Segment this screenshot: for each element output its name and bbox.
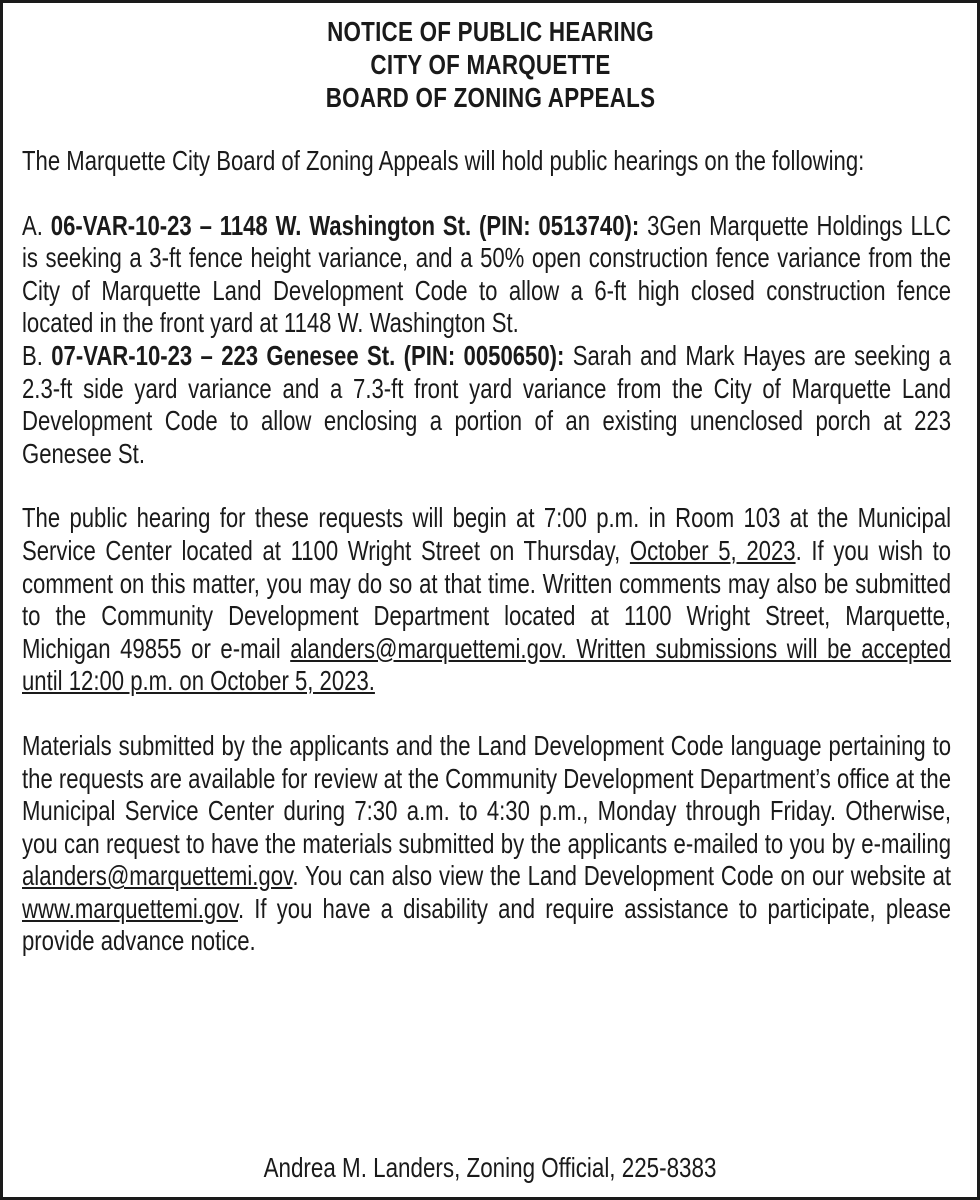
website-link[interactable]: www.marquettemi.gov <box>22 892 238 924</box>
agenda-item-a <box>22 210 951 340</box>
email-link[interactable]: alanders@marquettemi.gov <box>22 860 293 892</box>
notice-header <box>116 15 866 114</box>
item-description: 3Gen Marquette Holdings LLC is seeking a 3-ft fence height variance, and a 50% open construction fence variance from the City of Marquette Land Development Code to allow a 6-ft high closed construction fence located in the front yard at 1148 W. Washington St. <box>22 209 952 339</box>
header-title: NOTICE OF PUBLIC HEARING <box>327 16 654 47</box>
header-board: BOARD OF ZONING APPEALS <box>325 82 656 113</box>
hearing-paragraph <box>22 502 951 698</box>
item-prefix: B. <box>22 339 52 371</box>
materials-paragraph <box>22 730 951 958</box>
intro-paragraph: The Marquette City Board of Zoning Appeals will hold public hearings on the following: <box>22 145 865 176</box>
header-city: CITY OF MARQUETTE <box>370 49 611 80</box>
materials-text-2: . You can also view the Land Development Code on our website at <box>292 860 952 892</box>
signature-line: Andrea M. Landers, Zoning Official, 225-8383 <box>263 1152 717 1183</box>
notice-body <box>22 145 951 958</box>
hearing-date: October 5, 2023 <box>629 534 796 566</box>
paragraph-spacer <box>22 178 951 210</box>
item-prefix: A. <box>22 209 51 241</box>
item-description: Sarah and Mark Hayes are seeking a 2.3-ft side yard variance and a 7.3-ft front yard variance from the City of Marquette Land Development Code to allow enclosing a portion of an existing unenclosed porch at 223 Genesee St. <box>22 339 952 469</box>
item-heading: 07-VAR-10-23 – 223 Genesee St. (PIN: 0050650): <box>51 339 565 371</box>
paragraph-spacer <box>22 470 951 502</box>
item-heading: 06-VAR-10-23 – 1148 W. Washington St. (PIN: 0513740): <box>50 209 640 241</box>
hearing-text-2: . If you wish to comment on this matter, you may do so at that time. Written comments may also be submitted to the Community Development Department located at 1100 Wright Street, Marquette, Michigan 49855 or e-mail <box>22 534 952 664</box>
email-deadline-link[interactable]: alanders@marquettemi.gov. Written submissions will be accepted until 12:00 p.m. on October 5, 2023. <box>22 632 952 697</box>
materials-text-3: . If you have a disability and require assistance to participate, please provide advance notice. <box>22 892 952 957</box>
materials-text: Materials submitted by the applicants and the Land Development Code language pertaining to the requests are available for review at the Community Development Department’s office at the Municipal Service Center during 7:30 a.m. to 4:30 p.m., Monday through Friday. Otherwise, you can request to have the materials submitted by the applicants e-mailed to you by e-mailing <box>22 729 952 859</box>
paragraph-spacer <box>22 698 951 730</box>
agenda-item-b <box>22 340 951 470</box>
hearing-text: The public hearing for these requests will begin at 7:00 p.m. in Room 103 at the Municipal Service Center located at 1100 Wright Street on Thursday, <box>22 502 952 566</box>
